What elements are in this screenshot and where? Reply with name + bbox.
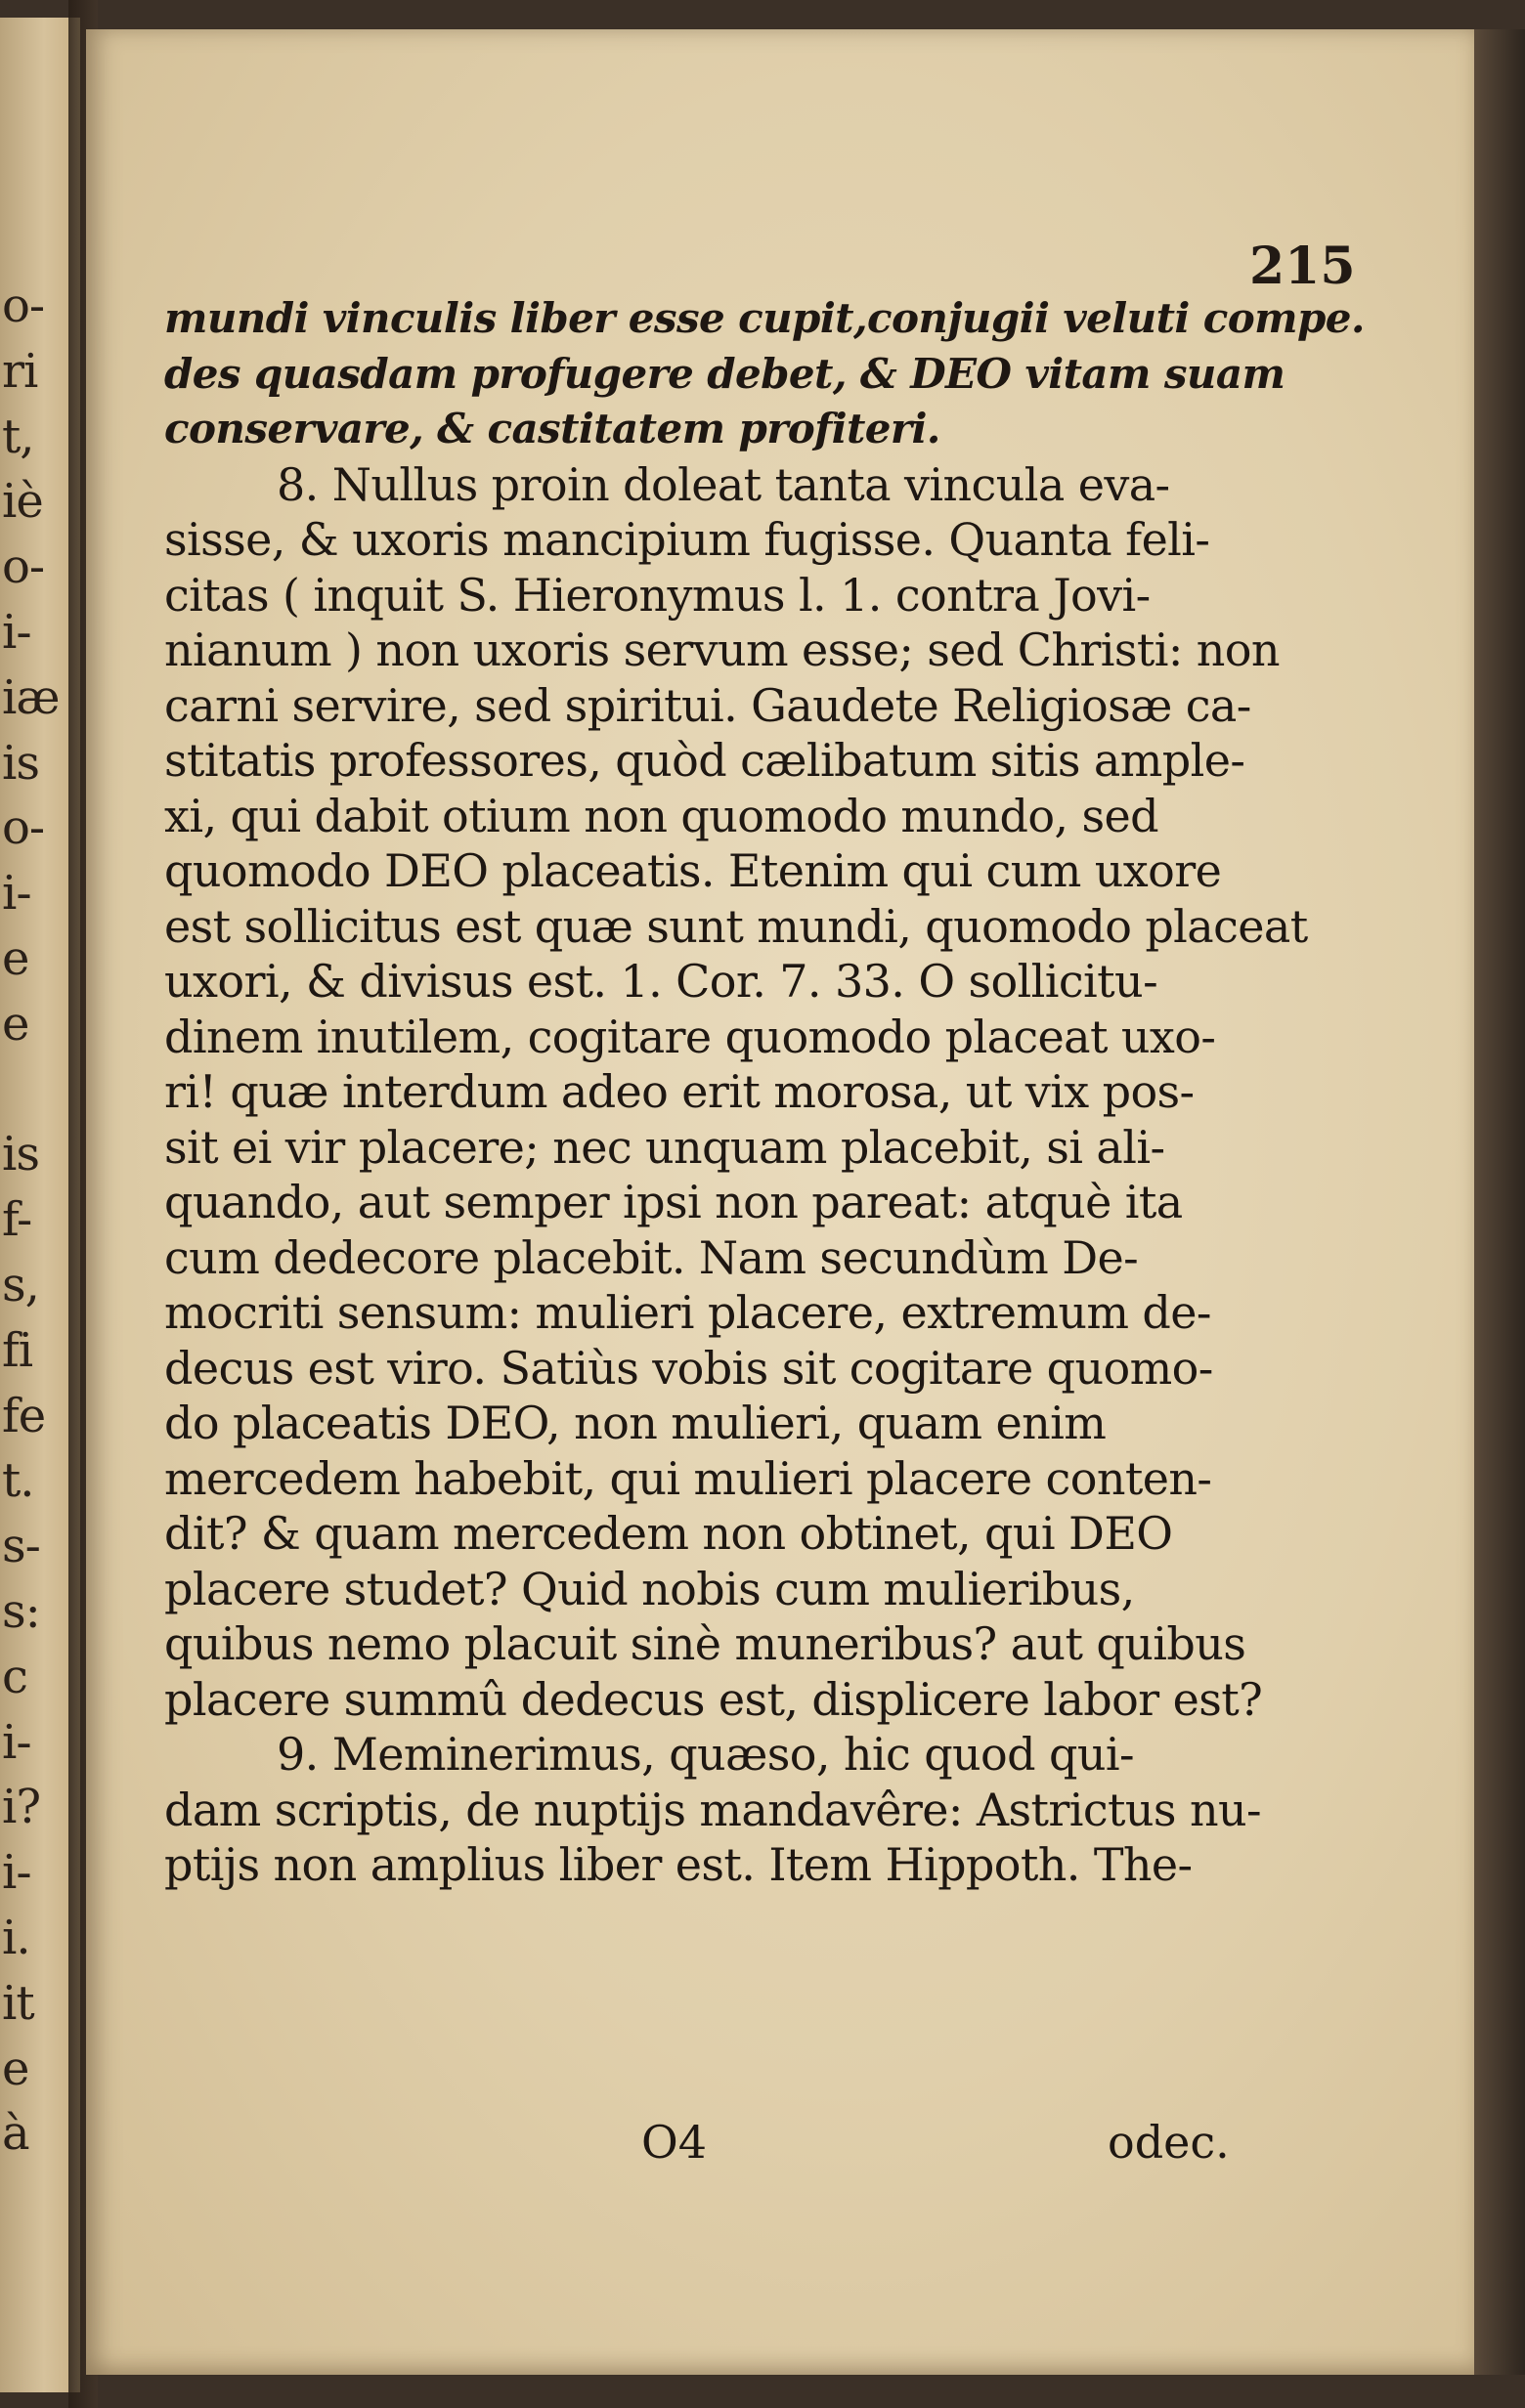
text-line: xi, qui dabit otium non quomodo mundo, sed xyxy=(164,789,1158,842)
page-footer xyxy=(86,2116,1474,2184)
text-line: quibus nemo placuit sinè muneribus? aut quibus xyxy=(164,1617,1246,1670)
text-line: mocriti sensum: mulieri placere, extremum de- xyxy=(164,1286,1211,1339)
text-line: ri! quæ interdum adeo erit morosa, ut vix pos- xyxy=(164,1065,1195,1118)
text-line: citas ( inquit S. Hieronymus l. 1. contra Jovi- xyxy=(164,568,1151,622)
previous-page-fragment: s, xyxy=(2,1257,39,1312)
text-line: do placeatis DEO, non mulieri, quam enim xyxy=(164,1397,1107,1449)
previous-page-fragment: e xyxy=(2,2041,29,2096)
text-line: uxori, & divisus est. 1. Cor. 7. 33. O sollicitu- xyxy=(164,955,1158,1008)
page-number: 215 xyxy=(1249,236,1356,296)
previous-page-fragment: c xyxy=(2,1649,27,1704)
text-line: mundi vinculis liber esse cupit,conjugii veluti compe. xyxy=(164,294,1365,342)
previous-page-fragment: o- xyxy=(2,800,45,856)
previous-page-fragment: i- xyxy=(2,1845,31,1901)
previous-page-fragment: i. xyxy=(2,1910,30,1965)
text-block xyxy=(164,291,1386,1893)
text-line: sit ei vir placere; nec unquam placebit, si ali- xyxy=(164,1120,1165,1174)
text-line: 9. Meminerimus, quæso, hic quod qui- xyxy=(277,1728,1134,1781)
previous-page-fragment: is xyxy=(2,1127,39,1182)
text-line: dinem inutilem, cogitare quomodo placeat uxo- xyxy=(164,1010,1216,1063)
page-edge-shadow xyxy=(1474,29,1525,2375)
text-line: carni servire, sed spiritui. Gaudete Religiosæ ca- xyxy=(164,678,1251,732)
previous-page-fragment: e xyxy=(2,996,29,1052)
catchword: odec. xyxy=(1108,2116,1230,2169)
previous-page-fragment: iè xyxy=(2,474,43,530)
text-line: placere studet? Quid nobis cum mulieribus, xyxy=(164,1562,1135,1615)
previous-page-fragment: i- xyxy=(2,604,31,660)
previous-page-fragment: t, xyxy=(2,408,34,464)
previous-page-fragment: e xyxy=(2,930,29,986)
page xyxy=(86,29,1474,2375)
text-line: quando, aut semper ipsi non pareat: atquè ita xyxy=(164,1176,1183,1228)
previous-page-fragment: i- xyxy=(2,1714,31,1770)
text-line: ptijs non amplius liber est. Item Hippoth. The- xyxy=(164,1838,1193,1891)
text-line: stitatis professores, quòd cælibatum sitis ample- xyxy=(164,734,1245,787)
previous-page-fragment: is xyxy=(2,735,39,791)
text-line: 8. Nullus proin doleat tanta vincula eva- xyxy=(277,457,1170,511)
previous-page-fragment: o- xyxy=(2,539,45,595)
signature-mark: O4 xyxy=(641,2116,707,2169)
previous-page-fragment: ri xyxy=(2,343,38,399)
previous-page-fragment: f- xyxy=(2,1192,32,1248)
previous-page-fragment: t. xyxy=(2,1453,34,1509)
text-line: cum dedecore placebit. Nam secundùm De- xyxy=(164,1230,1139,1284)
text-line: est sollicitus est quæ sunt mundi, quomodo placeat xyxy=(164,899,1308,953)
previous-page-fragment: i? xyxy=(2,1780,41,1835)
text-line: quomodo DEO placeatis. Etenim qui cum uxore xyxy=(164,844,1222,897)
text-line: dit? & quam mercedem non obtinet, qui DEO xyxy=(164,1507,1173,1560)
text-line: placere summû dedecus est, displicere labor est? xyxy=(164,1672,1263,1726)
previous-page-fragment: o- xyxy=(2,279,45,333)
text-line: decus est viro. Satiùs vobis sit cogitare quomo- xyxy=(164,1341,1213,1395)
text-line: nianum ) non uxoris servum esse; sed Christi: non xyxy=(164,624,1280,676)
previous-page-fragment: iæ xyxy=(2,669,60,725)
previous-page-fragment: i- xyxy=(2,866,31,922)
previous-page-fragment: fe xyxy=(2,1388,46,1443)
text-line: sisse, & uxoris mancipium fugisse. Quanta feli- xyxy=(164,513,1210,566)
previous-page-fragment: à xyxy=(2,2106,29,2162)
previous-page-fragment: s: xyxy=(2,1583,40,1639)
previous-page-fragment: fi xyxy=(2,1322,33,1378)
text-line: des quasdam profugere debet, & DEO vitam suam xyxy=(164,349,1285,398)
text-line: conservare, & castitatem profiteri. xyxy=(164,405,940,452)
previous-page-fragment: s- xyxy=(2,1519,40,1574)
previous-page-fragment: it xyxy=(2,1975,34,2031)
text-line: mercedem habebit, qui mulieri placere conten- xyxy=(164,1451,1212,1505)
text-line: dam scriptis, de nuptijs mandavêre: Astrictus nu- xyxy=(164,1783,1261,1836)
